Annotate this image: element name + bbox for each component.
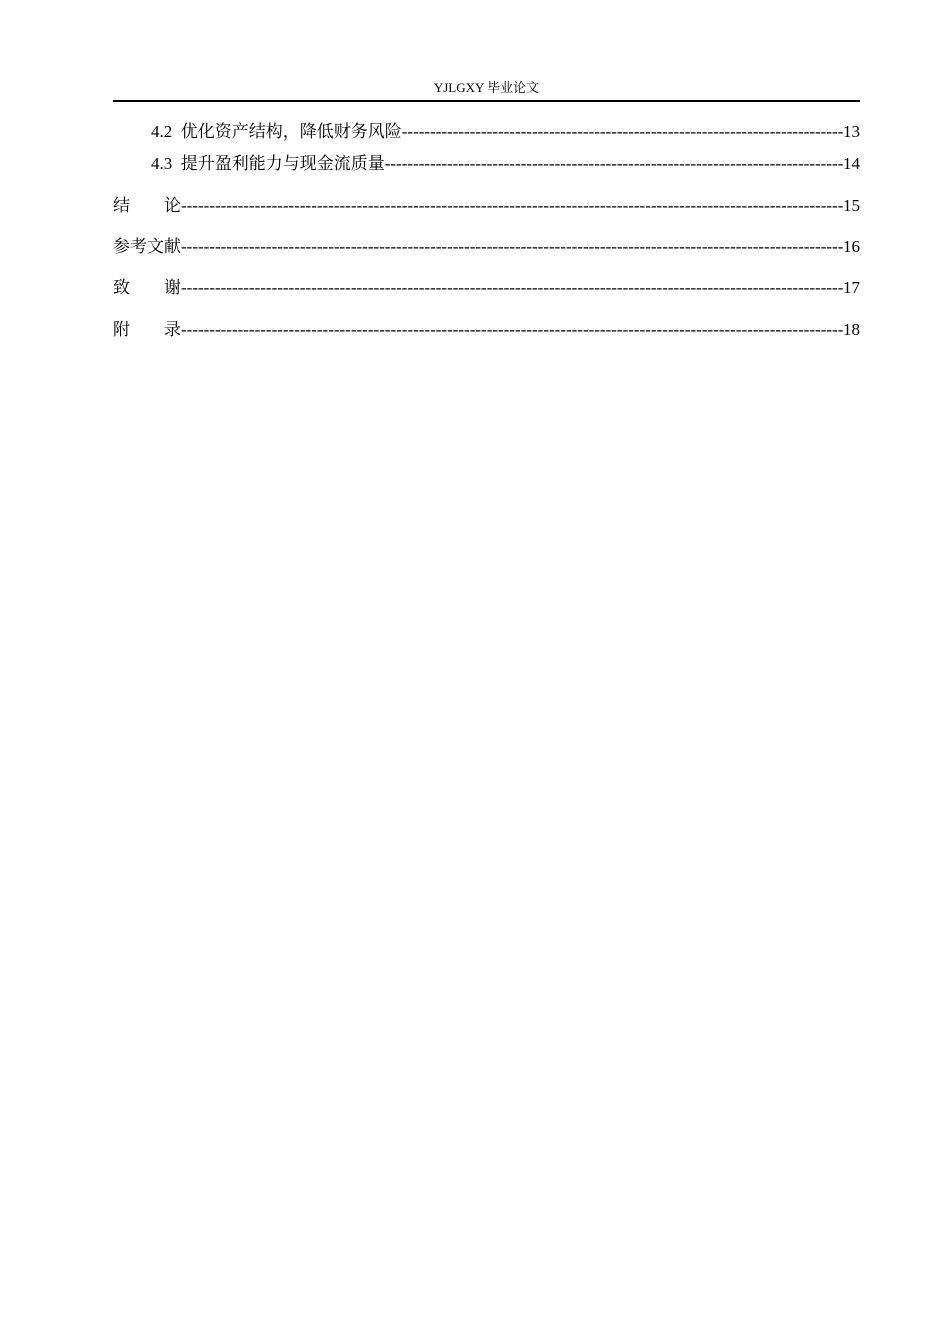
toc-entry-title: 参考文献 <box>113 237 181 257</box>
toc-leader-dashes <box>402 120 843 144</box>
toc-entry-title: 提升盈利能力与现金流质量 <box>180 154 385 173</box>
toc-entry-number: 4.3 <box>151 154 173 173</box>
toc-entry-page: 13 <box>843 122 860 141</box>
toc-leader-dashes <box>181 276 843 300</box>
toc-entry-page: 15 <box>843 196 860 215</box>
toc-entry-title: 结 论 <box>113 196 181 216</box>
header-rule <box>113 100 860 102</box>
toc-entry-title: 致 谢 <box>113 278 181 298</box>
page-header <box>113 78 860 98</box>
toc-entry-4-3[interactable] <box>113 152 860 176</box>
toc-entry-page: 14 <box>843 154 860 173</box>
toc-entry-page: 16 <box>843 237 860 256</box>
toc-leader-dashes <box>385 152 843 176</box>
toc-entry-conclusion[interactable] <box>113 194 860 218</box>
toc-entry-number: 4.2 <box>151 122 173 141</box>
toc-entry-page: 18 <box>843 320 860 339</box>
toc-entry-title: 优化资产结构，降低财务风险 <box>180 122 402 141</box>
toc-leader-dashes <box>181 194 843 218</box>
toc-entry-4-2[interactable] <box>113 120 860 144</box>
toc-leader-dashes <box>181 235 843 259</box>
toc-entry-references[interactable] <box>113 235 860 259</box>
toc-leader-dashes <box>181 318 843 342</box>
toc-entry-page: 17 <box>843 278 860 297</box>
toc-entry-appendix[interactable] <box>113 318 860 342</box>
header-text: YJLGXY 毕业论文 <box>433 80 540 95</box>
toc-entry-acknowledgements[interactable] <box>113 276 860 300</box>
toc-entry-title: 附 录 <box>113 320 181 340</box>
